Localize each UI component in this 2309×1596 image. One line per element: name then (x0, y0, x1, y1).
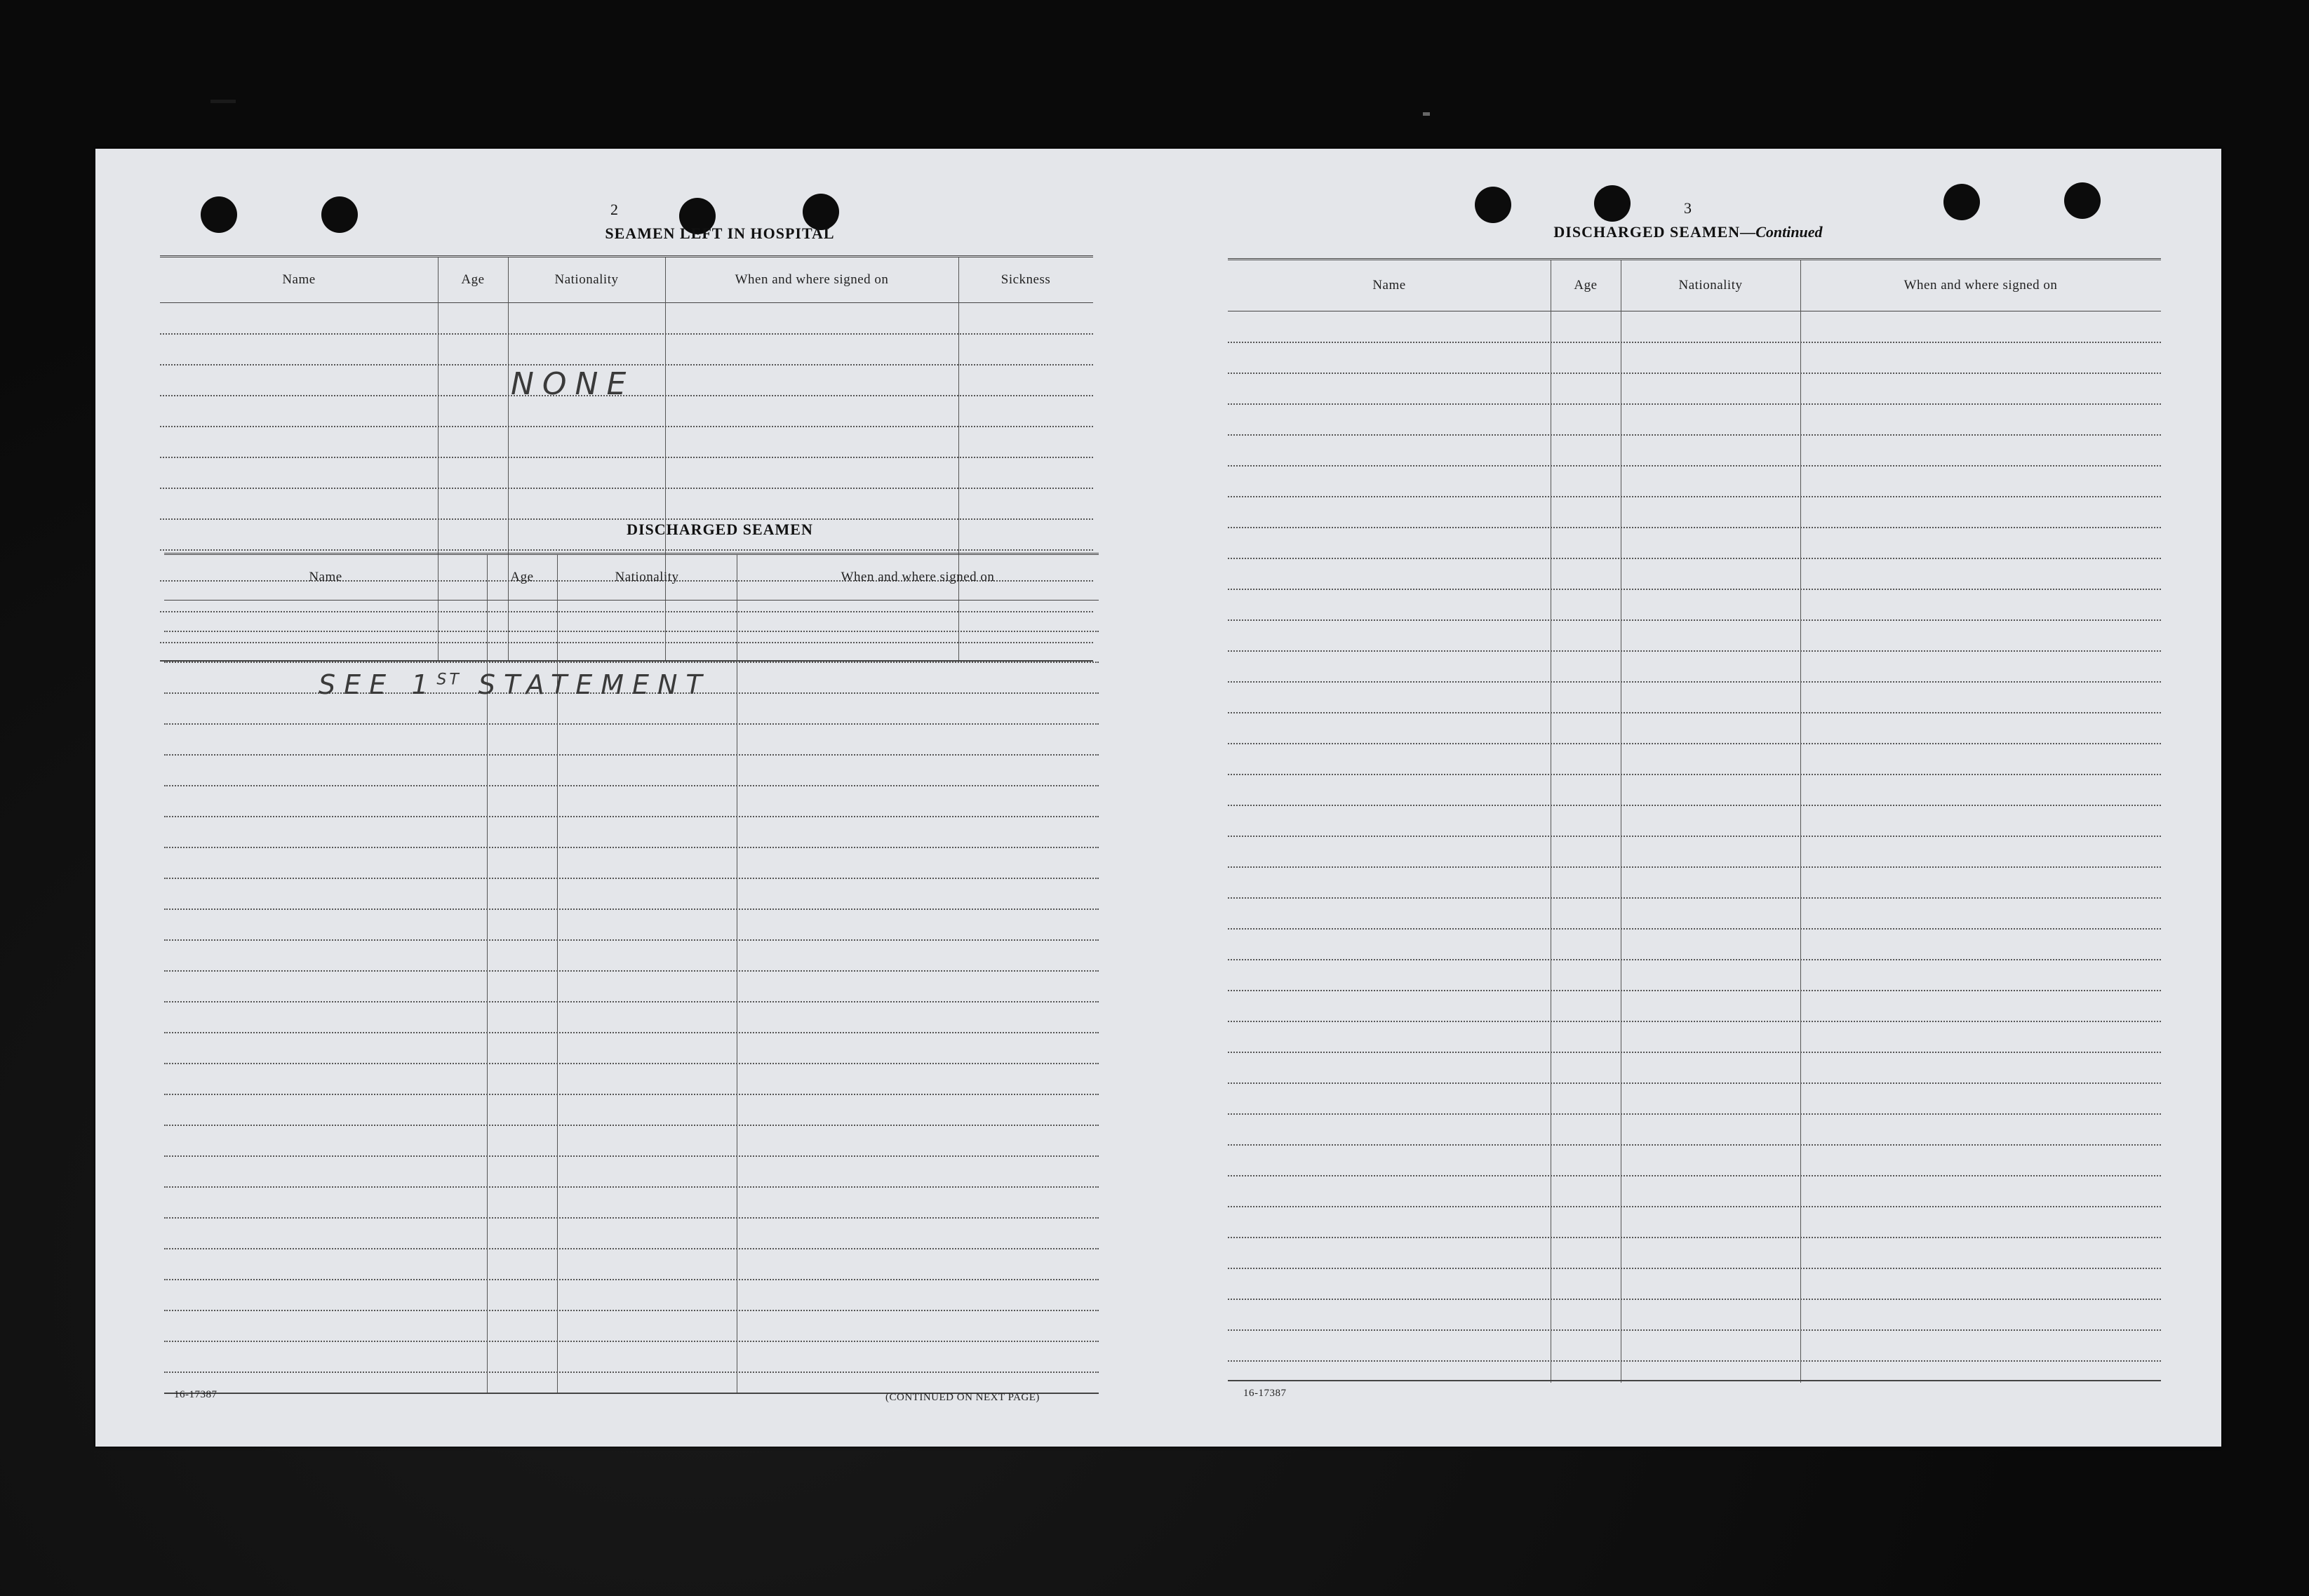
binder-hole (1943, 184, 1980, 220)
ruled-line (164, 878, 1099, 879)
handwriting-main: SEE 1 (319, 669, 437, 700)
ruled-line (1228, 650, 2161, 652)
column-header-signed-on: When and where signed on (1903, 278, 2058, 293)
scan-speck (1423, 112, 1430, 116)
column-header-signed-on: When and where signed on (841, 570, 995, 584)
ruled-line (1228, 1299, 2161, 1300)
discharged-table-header (164, 555, 1099, 601)
column-header-nationality: Nationality (554, 272, 619, 287)
ruled-line (164, 785, 1099, 786)
ruled-line (164, 1341, 1099, 1342)
handwriting-tail: STATEMENT (478, 669, 711, 700)
ruled-line (1228, 712, 2161, 713)
column-header-age: Age (510, 570, 534, 584)
ruled-line (1228, 774, 2161, 775)
binder-hole (1475, 187, 1511, 223)
binder-hole (201, 196, 237, 233)
ruled-line (160, 518, 1093, 520)
handwritten-see-first-statement (319, 669, 711, 700)
ruled-line (1228, 619, 2161, 621)
ruled-line (1228, 373, 2161, 374)
continued-note: (CONTINUED ON NEXT PAGE) (885, 1392, 1040, 1403)
ruled-line (1228, 866, 2161, 868)
handwriting-superscript: ST (436, 671, 462, 689)
column-header-age: Age (461, 272, 485, 287)
left-page-number: 2 (610, 201, 619, 218)
scan-speck (210, 100, 236, 103)
ruled-line (164, 723, 1099, 725)
ruled-line (164, 1372, 1099, 1373)
ruled-line (1228, 403, 2161, 405)
ruled-line (1228, 527, 2161, 528)
ruled-line (1228, 1082, 2161, 1084)
ruled-line (1228, 990, 2161, 991)
column-header-name: Name (309, 570, 342, 584)
ruled-line (160, 364, 1093, 366)
ruled-line (160, 488, 1093, 489)
right-page-number: 3 (1684, 199, 1692, 217)
ruled-line (1228, 1268, 2161, 1269)
ruled-line (1228, 1113, 2161, 1115)
right-title-suffix: —Continued (1740, 223, 1823, 241)
ruled-line (164, 1001, 1099, 1002)
ruled-line (160, 426, 1093, 427)
column-header-sickness: Sickness (1000, 272, 1051, 287)
ruled-line (160, 457, 1093, 458)
column-divider (1800, 260, 1801, 1383)
ruled-line (1228, 465, 2161, 467)
column-header-name: Name (282, 272, 316, 287)
ruled-line (1228, 1360, 2161, 1362)
binder-hole (1594, 185, 1631, 222)
ruled-line (1228, 805, 2161, 806)
ruled-line (1228, 743, 2161, 744)
ruled-line (164, 908, 1099, 910)
ruled-line (1228, 1144, 2161, 1146)
ruled-line (160, 549, 1093, 551)
right-form-number: 16-17387 (1243, 1388, 1287, 1399)
ruled-line (1228, 1052, 2161, 1053)
ruled-line (164, 1125, 1099, 1126)
ruled-line (1228, 1175, 2161, 1176)
table-bottom-rule (1228, 1380, 2161, 1381)
ruled-line (164, 1094, 1099, 1095)
ruled-line (1228, 1237, 2161, 1238)
column-header-age: Age (1574, 278, 1598, 293)
ruled-line (1228, 558, 2161, 559)
discharged-continued-table-header (1228, 260, 2161, 311)
ruled-line (164, 1279, 1099, 1280)
ruled-line (1228, 836, 2161, 837)
discharged-continued-table (1228, 258, 2161, 1383)
ruled-line (164, 1217, 1099, 1219)
ruled-line (1228, 1206, 2161, 1207)
ruled-line (164, 1310, 1099, 1311)
ruled-line (164, 1248, 1099, 1249)
ruled-line (1228, 1021, 2161, 1022)
ruled-line (164, 754, 1099, 756)
ruled-line (1228, 1329, 2161, 1331)
ruled-line (164, 631, 1099, 632)
ruled-line (1228, 589, 2161, 590)
ruled-line (164, 1155, 1099, 1157)
ruled-line (164, 970, 1099, 972)
ruled-line (164, 1186, 1099, 1188)
ruled-line (1228, 496, 2161, 497)
ruled-line (164, 816, 1099, 817)
ruled-line (164, 1032, 1099, 1033)
ruled-line (1228, 681, 2161, 683)
right-title-main: DISCHARGED SEAMEN (1553, 223, 1741, 241)
ledger-spread (95, 149, 2221, 1447)
ruled-line (164, 939, 1099, 941)
hospital-table-header (160, 257, 1093, 303)
ruled-line (164, 847, 1099, 848)
column-header-signed-on: When and where signed on (735, 272, 889, 287)
ruled-line (164, 662, 1099, 663)
column-header-nationality: Nationality (615, 570, 679, 584)
ruled-line (1228, 928, 2161, 930)
right-page-title (1428, 223, 1948, 241)
ruled-line (1228, 342, 2161, 343)
discharged-section-title: DISCHARGED SEAMEN (627, 521, 813, 538)
column-header-name: Name (1372, 278, 1406, 293)
ruled-line (1228, 897, 2161, 899)
hospital-section-title: SEAMEN LEFT IN HOSPITAL (605, 224, 835, 242)
ruled-line (1228, 434, 2161, 436)
binder-hole (321, 196, 358, 233)
ruled-line (164, 1063, 1099, 1064)
left-form-number: 16-17387 (174, 1389, 217, 1400)
handwritten-none: NONE (511, 366, 635, 402)
ruled-line (1228, 959, 2161, 960)
binder-hole (2064, 182, 2101, 219)
ruled-line (160, 333, 1093, 335)
column-header-nationality: Nationality (1678, 278, 1743, 293)
